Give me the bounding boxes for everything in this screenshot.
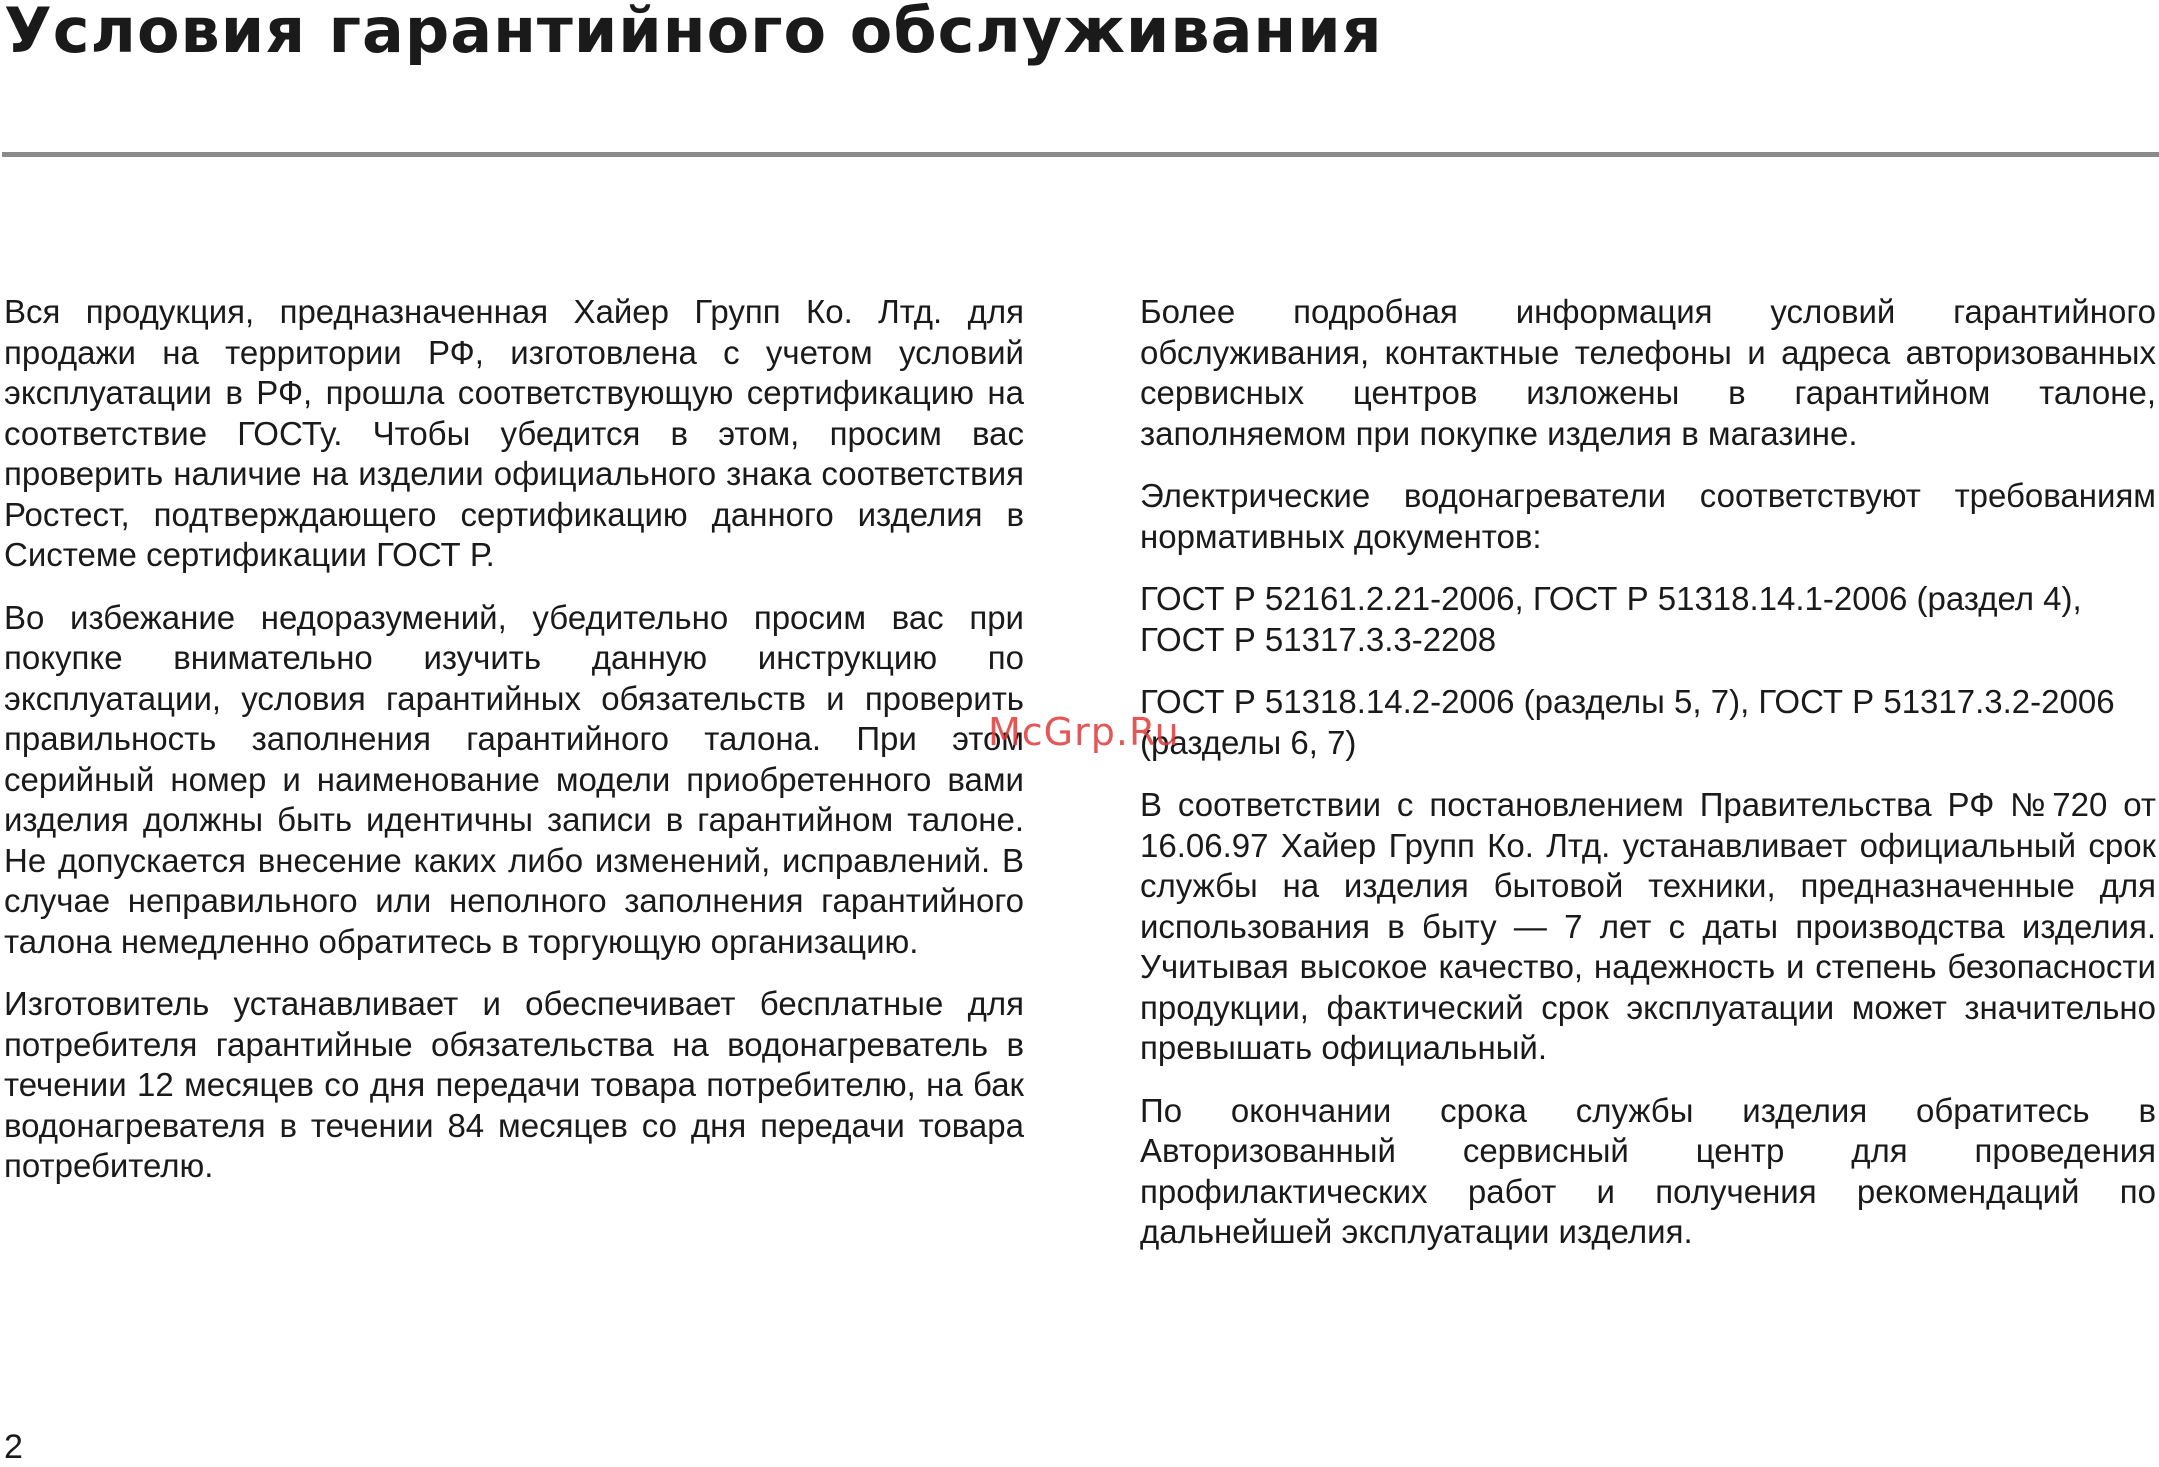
left-column [4,292,1024,1209]
paragraph-standards-list-2: ГОСТ Р 51318.14.2-2006 (разделы 5, 7), ГОСТ Р 51317.3.2-2006 (разделы 6, 7) [1140,683,2115,761]
page-title: Условия гарантийного обслуживания [4,0,1383,67]
page-number: 2 [4,1428,23,1466]
watermark: McGrp.Ru [988,710,1180,754]
paragraph-end-of-service: По окончании срока службы изделия обратитесь в Авторизованный сервисный центр для проведения профилактических работ и получения рекомендаций по дальнейшей эксплуатации изделия. [1140,1091,2156,1250]
paragraph-certification: Вся продукция, предназначенная Хайер Групп Ко. Лтд. для продажи на территории РФ, изготовлена с учетом условий эксплуатации в РФ, прошла соответствующую сертификацию на соответствие ГОСТу. Чтобы убедится в этом, просим вас проверить наличие на изделии официального знака соответствия Ростест, подтверждающего сертификацию данного изделия в Системе сертификации ГОСТ Р. [4,293,1024,573]
paragraph-more-info: Более подробная информация условий гарантийного обслуживания, контактные телефоны и адреса авторизованных сервисных центров изложены в гарантийном талоне, заполняемом при покупке изделия в магазине. [1140,293,2156,452]
paragraph-warranty-period: Изготовитель устанавливает и обеспечивает бесплатные для потребителя гарантийные обязательства на водонагреватель в течении 12 месяцев со дня передачи товара потребителю, на бак водонагревателя в течении 84 месяцев со дня передачи товара потребителю. [4,985,1024,1184]
paragraph-standards-intro: Электрические водонагреватели соответствуют требованиям нормативных документов: [1140,477,2156,555]
title-divider [2,152,2159,157]
paragraph-service-life: В соответствии с постановлением Правительства РФ №720 от 16.06.97 Хайер Групп Ко. Лтд. устанавливает официальный срок службы на изделия бытовой техники, предназначенные для использования в быту — 7 лет с даты производства изделия. Учитывая высокое качество, надежность и степень безопасности продукции, фактический срок эксплуатации может значительно превышать официальный. [1140,786,2156,1066]
paragraph-standards-list-1: ГОСТ Р 52161.2.21-2006, ГОСТ Р 51318.14.1-2006 (раздел 4), ГОСТ Р 51317.3.3-2208 [1140,580,2082,658]
right-column [1140,292,2156,1275]
paragraph-misunderstandings: Во избежание недоразумений, убедительно просим вас при покупке внимательно изучить данную инструкцию по эксплуатации, условия гарантийных обязательств и проверить правильность заполнения гарантийного талона. При этом серийный номер и наименование модели приобретенного вами изделия должны быть идентичны записи в гарантийном талоне. Не допускается внесение каких либо изменений, исправлений. В случае неправильного или неполного заполнения гарантийного талона немедленно обратитесь в торгующую организацию. [4,598,1024,960]
